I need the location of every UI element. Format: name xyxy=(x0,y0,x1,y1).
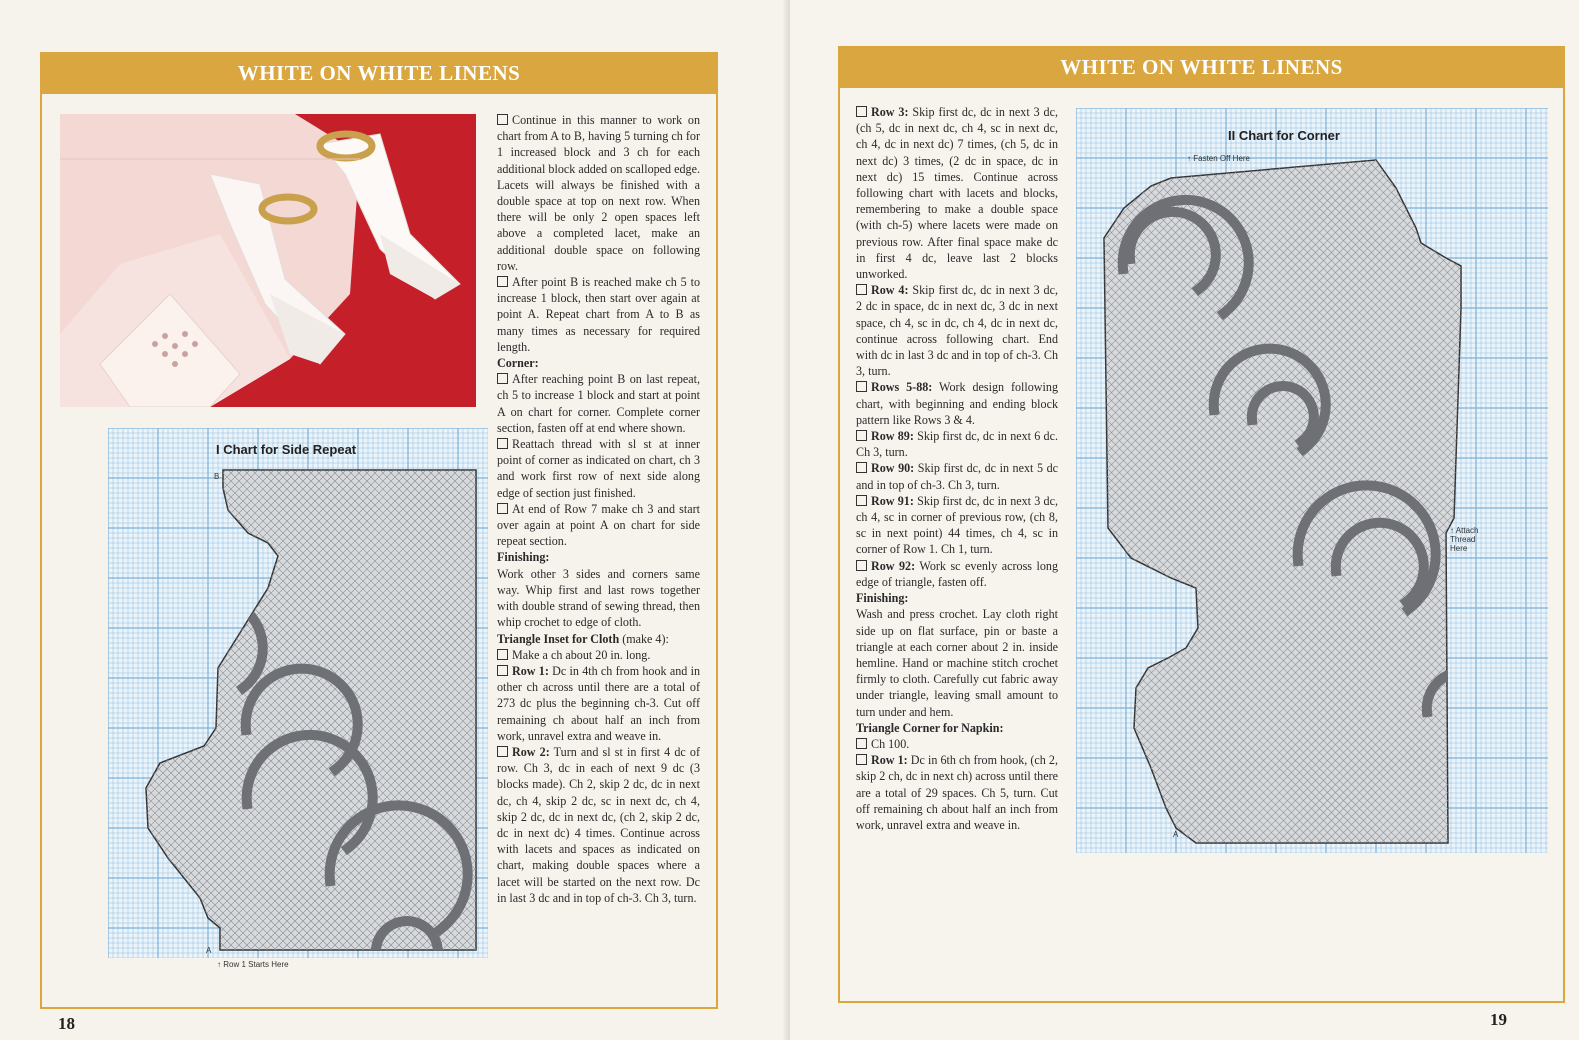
row-label: Rows 5-88: xyxy=(871,380,933,395)
paragraph-text: Reattach thread with sl st at inner point of corner as indicated on chart, ch 3 and work first row of next side along edge of section just finished. xyxy=(497,437,700,500)
paragraph xyxy=(856,752,1058,833)
napkin-photo xyxy=(60,114,476,407)
row-label: Row 1: xyxy=(871,753,908,768)
row-label: Row 3: xyxy=(871,105,909,119)
paragraph-text: After reaching point B on last repeat, ch 5 to increase 1 block and start at point A on chart for corner. Complete corner section, fasten off at end where shown. xyxy=(497,372,700,435)
napkin-photo-art xyxy=(60,114,476,407)
finishing-text: Work other 3 sides and corners same way. Whip first and last rows together with double strand of sewing thread, then whip crochet to edge of cloth. xyxy=(497,566,700,630)
attach-thread-text: Attach Thread Here xyxy=(1450,526,1479,553)
paragraph xyxy=(856,104,1058,282)
paragraph xyxy=(497,744,700,906)
triangle-heading: Triangle Inset for Cloth xyxy=(497,631,620,646)
finishing-text: Wash and press crochet. Lay cloth right side up on flat surface, pin or baste a triangle at each corner about 2 in. inside hemline. Hand or machine stitch crochet firmly to cloth. Carefully cut fabric away under triangle, leaving small amount to turn under and hem. xyxy=(856,607,1058,719)
corner-chart-label-a: A xyxy=(1173,830,1179,839)
corner-chart-grid xyxy=(1076,108,1548,853)
paragraph xyxy=(497,112,700,274)
finishing-heading: Finishing: xyxy=(497,550,550,565)
paragraph xyxy=(497,663,700,744)
paragraph-text: Make a ch about 20 in. long. xyxy=(512,647,651,662)
paragraph-text: Skip first dc, dc in next 3 dc, (ch 5, dc in next dc, ch 4, sc in next dc, ch 4, dc in next dc) 7 times, (ch 5, dc in next dc) 3 times, (2 dc in space, dc in next dc) 15 times. Continue across following chart with lacets and blocks, remembering to make a double space (with ch-5) where lacets were made on previous row. After final space make dc in first 4 dc, leave last 2 blocks unworked. xyxy=(856,105,1058,282)
checkbox-icon xyxy=(497,665,508,676)
right-banner: WHITE ON WHITE LINENS xyxy=(838,46,1565,88)
napkin-heading: Triangle Corner for Napkin: xyxy=(856,720,1004,735)
paragraph xyxy=(497,501,700,550)
left-banner: WHITE ON WHITE LINENS xyxy=(40,52,718,94)
corner-chart xyxy=(1076,108,1548,853)
paragraph-text: Turn and sl st in first 4 dc of row. Ch 3, dc in each of next 9 dc (3 blocks made). Ch 2, skip 2 dc, dc in next dc, ch 4, skip 2 dc, sc in next dc, ch 4, skip 2 dc, dc in next dc, (ch 2, skip 2 dc, dc in next dc) 4 times. Continue across with lacets and spaces as indicated on chart, making double spaces where a lacet will be started on the next row. Dc in last 3 dc and in top of ch-3. Ch 3, turn. xyxy=(497,744,700,905)
side-repeat-chart-grid xyxy=(108,428,488,958)
paragraph xyxy=(856,493,1058,558)
checkbox-icon xyxy=(497,746,508,757)
checkbox-icon xyxy=(856,381,867,392)
checkbox-icon xyxy=(497,114,508,125)
checkbox-icon xyxy=(856,560,867,571)
paragraph-text: Continue in this manner to work on chart from A to B, having 5 turning ch for 1 increased block and 3 ch for each additional block added on scalloped edge. Lacets will always be finished with a double space at top on next row. When there will be only 2 open spaces left above a completed lacet, make an additional double space on following row. xyxy=(497,113,700,273)
corner-heading: Corner: xyxy=(497,356,539,371)
checkbox-icon xyxy=(856,738,867,749)
paragraph-text: Dc in 4th ch from hook and in other ch across until there are a total of 273 dc plus the beginning ch-3. Cut off remaining ch about half an inch from work, unravel extra and weave in. xyxy=(497,663,700,743)
paragraph xyxy=(856,282,1058,379)
triangle-heading-line xyxy=(497,631,700,647)
paragraph xyxy=(856,379,1058,428)
checkbox-icon xyxy=(856,106,867,117)
checkbox-icon xyxy=(856,284,867,295)
right-text-column xyxy=(856,104,1058,833)
paragraph xyxy=(856,736,1058,752)
paragraph-text: Skip first dc, dc in next 3 dc, 2 dc in space, dc in next dc, 3 dc in next space, ch 4, sc in dc, ch 4, dc in next dc, continue across following chart. End with dc in last 3 dc and in top of ch-3. Ch 3, turn. xyxy=(856,283,1058,379)
side-repeat-chart-title: I Chart for Side Repeat xyxy=(216,442,357,457)
paragraph xyxy=(497,274,700,355)
paragraph-text: Skip first dc, dc in next 5 dc and in top of ch-3. Ch 3, turn. xyxy=(856,461,1058,492)
corner-chart-title: II Chart for Corner xyxy=(1228,128,1340,143)
paragraph-text: Work sc evenly across long edge of triangle, fasten off. xyxy=(856,558,1058,589)
fasten-off-note: ↑ Fasten Off Here xyxy=(1187,154,1250,163)
paragraph-text: Ch 100. xyxy=(871,736,910,751)
paragraph xyxy=(856,460,1058,492)
paragraph xyxy=(497,371,700,436)
left-text-column xyxy=(497,112,700,906)
left-page-number: 18 xyxy=(58,1014,75,1033)
checkbox-icon xyxy=(497,649,508,660)
side-repeat-chart xyxy=(108,428,488,958)
paragraph xyxy=(497,647,700,663)
row-label: Row 4: xyxy=(871,283,909,298)
checkbox-icon xyxy=(856,754,867,765)
checkbox-icon xyxy=(856,430,867,441)
checkbox-icon xyxy=(497,503,508,514)
fasten-off-text: Fasten Off Here xyxy=(1193,154,1250,163)
paragraph-text: Dc in 6th ch from hook, (ch 2, skip 2 ch, dc in next ch) across until there are a total of 29 spaces. Ch 5, turn. Cut off remaining ch about half an inch from work, unravel extra and weave in. xyxy=(856,753,1058,832)
triangle-heading-note: (make 4): xyxy=(619,631,669,646)
checkbox-icon xyxy=(856,495,867,506)
paragraph-text: After point B is reached make ch 5 to increase 1 block, then start over again at point A. Repeat chart from A to B as many times as necessary for required length. xyxy=(497,275,700,354)
right-page-number: 19 xyxy=(1490,1010,1507,1029)
paragraph xyxy=(856,428,1058,460)
row-label: Row 1: xyxy=(512,663,549,678)
row-label: Row 89: xyxy=(871,429,914,444)
attach-thread-note: ↑ Attach Thread Here xyxy=(1450,526,1479,553)
row-label: Row 90: xyxy=(871,461,915,476)
checkbox-icon xyxy=(497,438,508,449)
chart-label-a: A xyxy=(206,946,212,955)
finishing-heading: Finishing: xyxy=(856,591,909,606)
checkbox-icon xyxy=(497,276,508,287)
paragraph xyxy=(856,558,1058,590)
row-label: Row 92: xyxy=(871,558,916,573)
row-1-starts-note: ↑ Row 1 Starts Here xyxy=(217,960,289,969)
right-page xyxy=(790,0,1579,1040)
row-label: Row 91: xyxy=(871,493,914,508)
paragraph-text: At end of Row 7 make ch 3 and start over again at point A on chart for side repeat section. xyxy=(497,501,700,549)
checkbox-icon xyxy=(856,462,867,473)
row-1-starts-text: Row 1 Starts Here xyxy=(223,960,289,969)
chart-label-b: B xyxy=(214,472,220,481)
paragraph-text: Skip first dc, dc in next 6 dc. Ch 3, turn. xyxy=(856,429,1058,460)
paragraph-text: Work design following chart, with beginning and ending block pattern like Rows 3 & 4. xyxy=(856,380,1058,427)
checkbox-icon xyxy=(497,373,508,384)
row-label: Row 2: xyxy=(512,744,550,759)
paragraph xyxy=(497,436,700,501)
paragraph-text: Skip first dc, dc in next 3 dc, ch 4, sc in corner of previous row, (ch 8, sc in next point) 44 times, ch 4, sc in corner of Row 1. Ch 1, turn. xyxy=(856,493,1058,557)
